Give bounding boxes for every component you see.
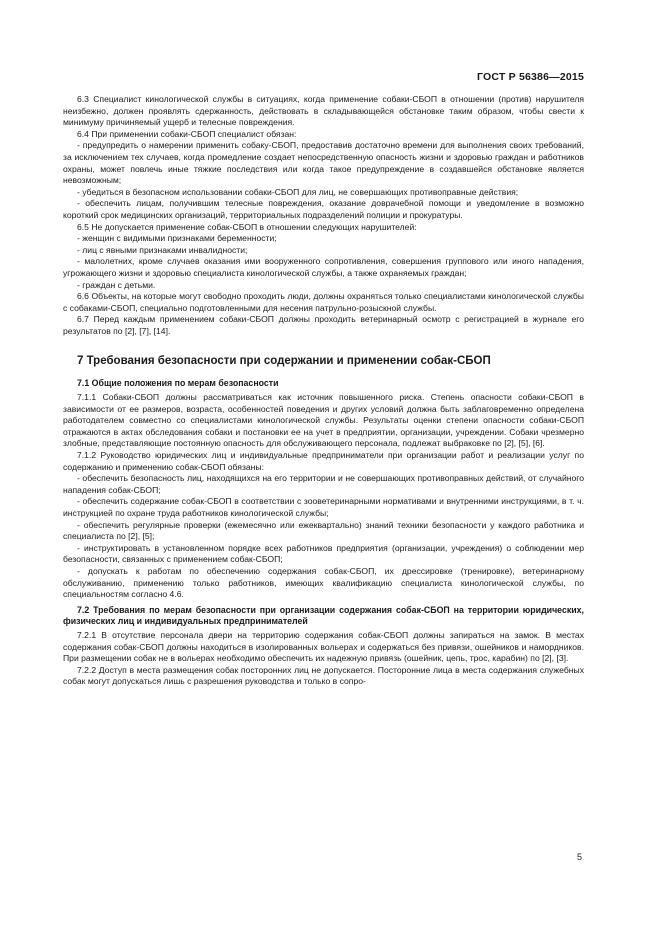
paragraph: - женщин с видимыми признаками беременности; bbox=[77, 233, 277, 244]
paragraph: - лиц с явными признаками инвалидности; bbox=[77, 244, 248, 255]
paragraph: - обеспечить безопасность лиц, находящихся на его территории и не совершающих противоправных действий, от случайного нападения собак-СБОП; bbox=[63, 473, 584, 495]
subsection-heading: 7.1 Общие положения по мерам безопасности bbox=[77, 378, 279, 389]
paragraph: 7.1.1 Собаки-СБОП должны рассматриваться как источник повышенного риска. Степень опасности собаки-СБОП в зависимости от ее размеров, возраста, особенностей поведения и других условий должна быть заблаговременно определена работодателем совместно со специалистами кинологической службы. Результаты оценки степени опасности собаки-СБОП отражаются в актах обследования собаки и постановки ее на учет в предприятии, организации, учреждении. Собаки чрезмерно злобные, представляющие постоянную опасность для обслуживающего персонала, подлежат выбраковке по [2], [5], [6]. bbox=[63, 392, 584, 449]
paragraph: 6.4 При применении собаки-СБОП специалист обязан: bbox=[77, 128, 297, 139]
paragraph: - граждан с детьми. bbox=[77, 279, 156, 290]
paragraph: - предупредить о намерении применить собаку-СБОП, предоставив достаточно времени для выполнения своих требований, за исключением тех случаев, когда промедление создает непосредственную опасность жизни и здоровью граждан и работников охраны, может повлечь иные тяжкие последствия или когда такое предупреждение в создавшейся обстановке является невозможным; bbox=[63, 140, 584, 186]
paragraph: 6.3 Специалист кинологической службы в ситуациях, когда применение собаки-СБОП в отношении (против) нарушителя неизбежно, должен проявлять сдержанность, действовать в складывающейся обстановке таким образом, чтобы свести к минимуму причиняемый ущерб и телесные повреждения. bbox=[63, 94, 584, 128]
paragraph: - допускать к работам по обеспечению содержания собак-СБОП, их дрессировке (тренировке), ветеринарному обслуживанию, применению только работников, имеющих квалификацию специалиста кинологической службы, по специальностям согласно 4.6. bbox=[63, 565, 584, 600]
paragraph: - обеспечить содержание собак-СБОП в соответствии с зооветеринарными нормативами и внутренними инструкциями, в т. ч. инструкцией по охране труда работников кинологической службы; bbox=[63, 496, 584, 518]
document-header: ГОСТ Р 56386—2015 bbox=[476, 71, 584, 83]
paragraph: - обеспечить лицам, получившим телесные повреждения, оказание доврачебной помощи и уведомление в возможно короткий срок медицинских организаций, территориальных подразделений полиции и прокуратуры. bbox=[63, 198, 584, 220]
paragraph: - обеспечить регулярные проверки (ежемесячно или ежеквартально) знаний техники безопасности у каждого работника и специалиста по [2], [5]; bbox=[63, 519, 584, 542]
section-heading: 7 Требования безопасности при содержании и применении собак-СБОП bbox=[77, 355, 491, 368]
paragraph: 7.2.2 Доступ в места размещения собак посторонних лиц не допускается. Посторонние лица в места содержания служебных собак могут допускаться лишь с разрешения руководства и только в сопро- bbox=[63, 664, 584, 687]
paragraph: 7.1.2 Руководство юридических лиц и индивидуальные предприниматели при организации работ и реализации услуг по содержанию и применению собак-СБОП обязаны: bbox=[63, 450, 584, 472]
paragraph: - малолетних, кроме случаев оказания ими вооруженного сопротивления, совершения группового или иного нападения, угрожающего жизни и здоровью специалиста кинологической службы, а также охраняемых граждан; bbox=[63, 256, 584, 278]
paragraph: - инструктировать в установленном порядке всех работников предприятия (организации, учреждения) о соблюдении мер безопасности, связанных с применением собак-СБОП; bbox=[63, 542, 584, 565]
page-number: 5 bbox=[576, 852, 582, 862]
paragraph: - убедиться в безопасном использовании собаки-СБОП для лиц, не совершающих противоправные действия; bbox=[77, 186, 519, 197]
paragraph: 7.2.1 В отсутствие персонала двери на территорию содержания собак-СБОП должны запираться на замок. В местах содержания собак-СБОП должны находиться в изолированных вольерах и содержаться без привязи, ошейников и намордников. При размещении собак не в вольерах необходимо обеспечить их надежную привязь (ошейник, цепь, трос, карабин) по [2], [3]. bbox=[63, 629, 584, 664]
paragraph: 6.6 Объекты, на которые могут свободно проходить люди, должны охраняться только специалистами кинологической службы с собаками-СБОП, специально подготовленными для несения патрульно-розыскной службы. bbox=[63, 291, 584, 313]
subsection-heading: 7.2 Требования по мерам безопасности при организации содержания собак-СБОП на территории юридических, физических лиц и индивидуальных предпринимателей bbox=[63, 604, 584, 627]
paragraph: 6.5 Не допускается применение собак-СБОП в отношении следующих нарушителей: bbox=[77, 221, 417, 232]
document-body bbox=[63, 94, 584, 688]
paragraph: 6.7 Перед каждым применением собаки-СБОП должны проходить ветеринарный осмотр с регистрацией в журнале его результатов по [2], [7], [14]. bbox=[63, 314, 584, 336]
